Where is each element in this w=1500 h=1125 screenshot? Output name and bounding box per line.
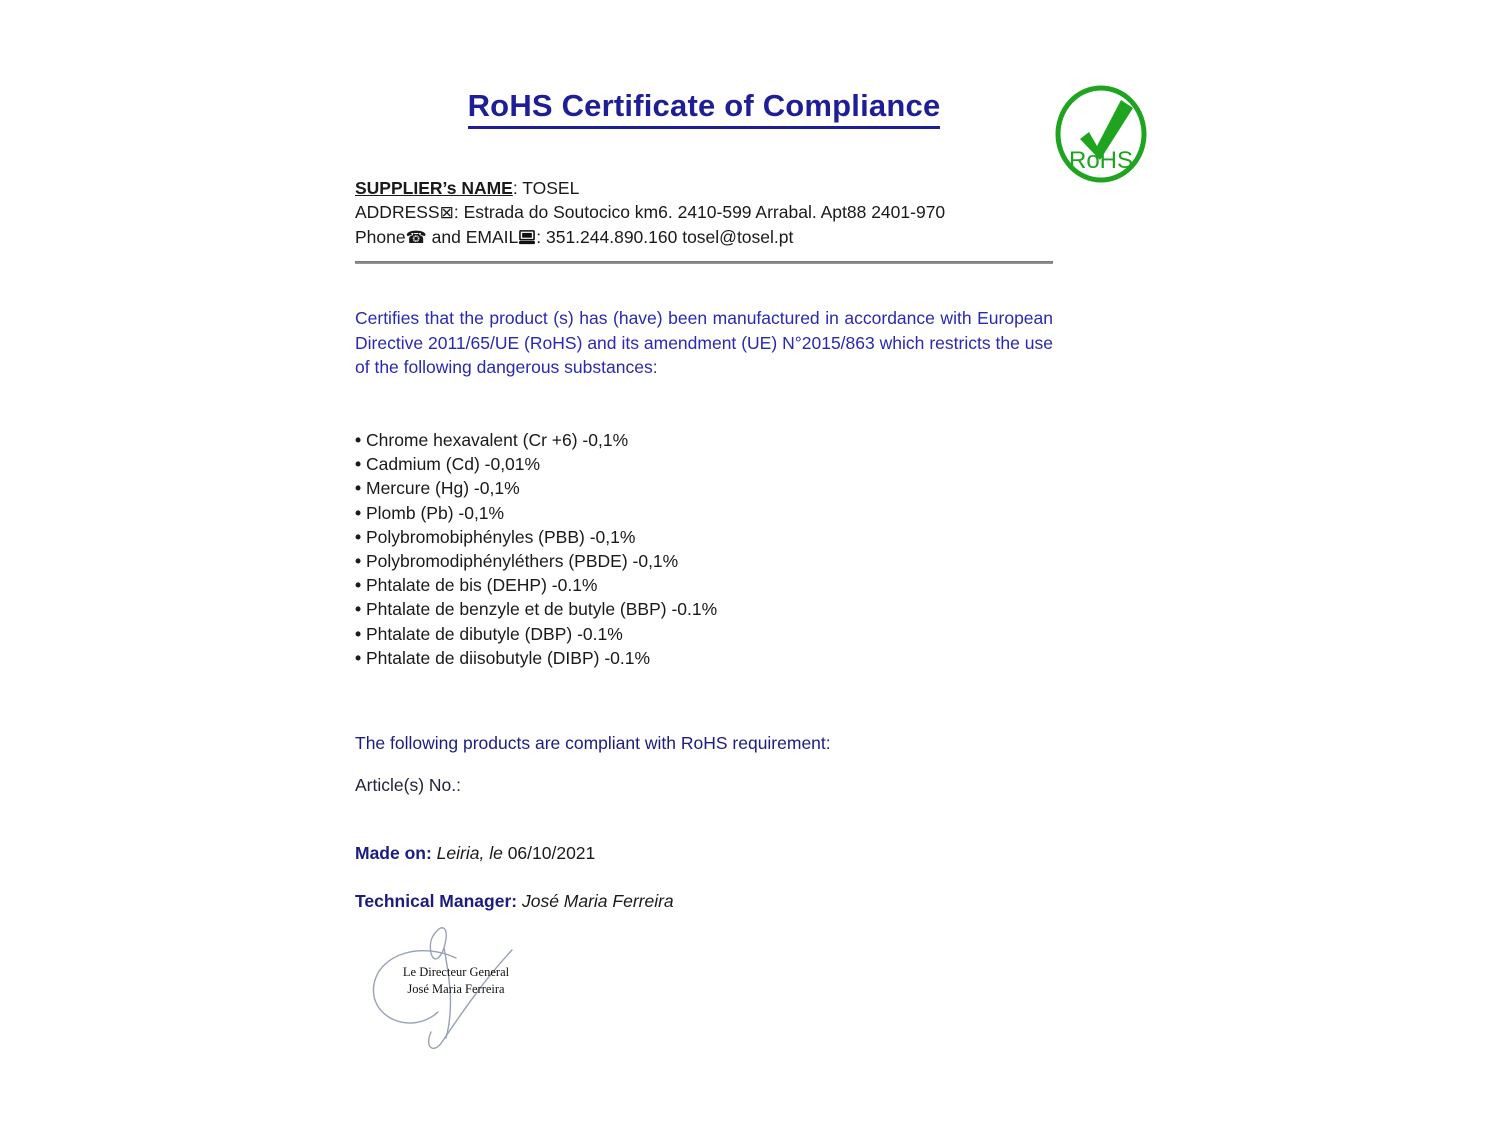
substance-item: • Phtalate de dibutyle (DBP) -0.1% — [355, 622, 1053, 646]
address-value: : Estrada do Soutocico km6. 2410-599 Arrabal. Apt88 2401-970 — [453, 202, 946, 222]
article-number-line: Article(s) No.: — [355, 775, 461, 795]
signature-title: Le Directeur General — [402, 965, 510, 979]
substance-item: • Mercure (Hg) -0,1% — [355, 476, 1053, 500]
address-label: ADDRESS — [355, 202, 440, 222]
made-on-date: 06/10/2021 — [507, 843, 596, 863]
compliance-line: The following products are compliant with RoHS requirement: — [355, 733, 831, 753]
email-label: and EMAIL — [426, 227, 519, 247]
substance-item: • Chrome hexavalent (Cr +6) -0,1% — [355, 428, 1053, 452]
contact-value: : 351.244.890.160 tosel@tosel.pt — [536, 227, 794, 247]
supplier-contact-line — [355, 225, 1053, 250]
technical-manager-name: José Maria Ferreira — [517, 891, 674, 911]
technical-manager-label: Technical Manager: — [355, 891, 518, 911]
substance-item: • Plomb (Pb) -0,1% — [355, 501, 1053, 525]
substance-item: • Cadmium (Cd) -0,01% — [355, 452, 1053, 476]
substance-item: • Phtalate de diisobutyle (DIBP) -0.1% — [355, 646, 1053, 670]
substance-item: • Polybromobiphényles (PBB) -0,1% — [355, 525, 1053, 549]
title-row — [355, 88, 1053, 129]
certification-statement: Certifies that the product (s) has (have) been manufactured in accordance with European Directive 2011/65/UE (RoHS) and its amendment (UE) N°2015/863 which restricts the use of the following dangerous substances: — [355, 308, 1053, 377]
supplier-name-label: SUPPLIER’s NAME — [355, 178, 513, 198]
computer-icon — [518, 230, 536, 245]
made-on-line — [355, 843, 1053, 864]
made-on-place: Leiria, le — [431, 843, 508, 863]
signature-block — [352, 920, 562, 1070]
page-title: RoHS Certificate of Compliance — [468, 88, 941, 129]
substance-item: • Polybromodiphényléthers (PBDE) -0,1% — [355, 549, 1053, 573]
svg-text:RoHS: RoHS — [1068, 147, 1134, 174]
technical-manager-line — [355, 891, 1053, 912]
supplier-name-line — [355, 176, 1053, 200]
separator-line — [355, 261, 1053, 264]
signature-name: José Maria Ferreira — [407, 982, 505, 996]
envelope-icon: ⊠ — [439, 203, 454, 223]
signature-caption — [386, 964, 526, 998]
substance-item: • Phtalate de benzyle et de butyle (BBP) -0.1% — [355, 597, 1053, 621]
substances-list — [355, 428, 1053, 670]
supplier-block — [355, 176, 1053, 250]
rohs-logo — [1053, 84, 1149, 184]
substance-item: • Phtalate de bis (DEHP) -0.1% — [355, 573, 1053, 597]
supplier-name-value: : TOSEL — [512, 178, 580, 198]
made-on-label: Made on: — [355, 843, 432, 863]
rohs-check-icon — [1053, 84, 1149, 184]
phone-label: Phone — [355, 227, 406, 247]
supplier-address-line — [355, 200, 1053, 225]
phone-icon: ☎ — [405, 228, 427, 248]
